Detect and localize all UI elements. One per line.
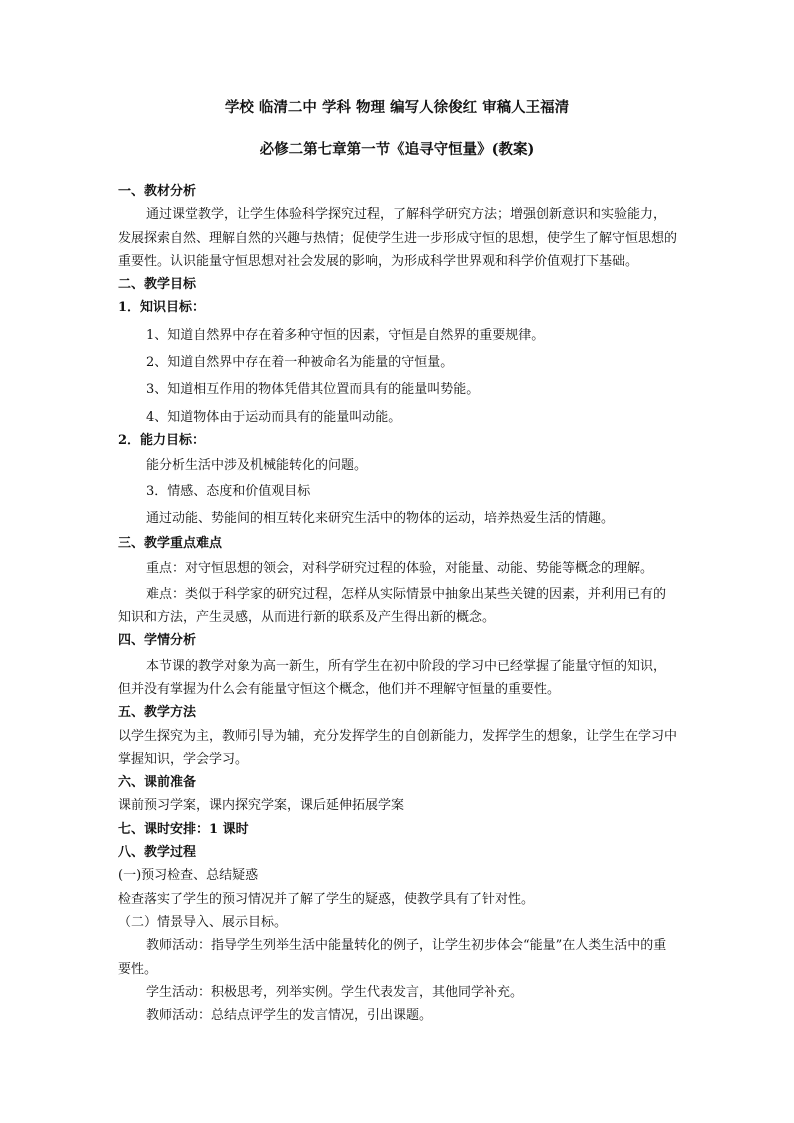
student-analysis-text: 本节课的教学对象为高一新生，所有学生在初中阶段的学习中已经掌握了能量守恒的知识，但并没有掌握为什么会有能量守恒这个概念，他们并不理解守恒量的重要性。	[118, 658, 667, 697]
document-title: 必修二第七章第一节《追寻守恒量》(教案)	[259, 141, 535, 158]
emotion-goal-text: 通过动能、势能间的相互转化来研究生活中的物体的运动，培养热爱生活的情趣。	[146, 510, 615, 526]
knowledge-goal-item: 2、知道自然界中存在着一种被命名为能量的守恒量。	[146, 355, 454, 371]
subtitle-ability-goals: 2．能力目标：	[118, 432, 206, 448]
section-title-teaching-method: 五、教学方法	[118, 705, 197, 721]
subtitle-emotion-goals: 3．情感、态度和价值观目标	[146, 483, 311, 499]
process-preview-text: 检查落实了学生的预习情况并了解了学生的疑惑，使教学具有了针对性。	[118, 891, 535, 907]
section-title-material-analysis: 一、教材分析	[118, 184, 197, 199]
section-title-key-points: 三、教学重点难点	[118, 536, 223, 552]
section-title-student-analysis: 四、学情分析	[118, 633, 197, 649]
teacher-activity-summary: 教师活动：总结点评学生的发言情况，引出课题。	[146, 1008, 433, 1024]
teacher-activity-text: 教师活动：指导学生列举生活中能量转化的例子，让学生初步体会“能量”在人类生活中的重要性。	[118, 938, 667, 977]
subtitle-knowledge-goals: 1．知识目标：	[118, 300, 206, 316]
header-info: 学校 临清二中 学科 物理 编写人徐俊红 审稿人王福清	[224, 99, 570, 116]
section-title-preparation: 六、课前准备	[118, 775, 197, 791]
teaching-method-text: 以学生探究为主，教师引导为辅，充分发挥学生的自创新能力，发挥学生的想象，让学生在学习中掌握知识，学会学习。	[118, 728, 678, 767]
process-subtitle-intro: （二）情景导入、展示目标。	[118, 914, 288, 930]
section-title-teaching-process: 八、教学过程	[118, 845, 197, 861]
ability-goal-text: 能分析生活中涉及机械能转化的问题。	[146, 458, 368, 474]
preparation-text: 课前预习学案，课内探究学案，课后延伸拓展学案	[118, 798, 405, 814]
knowledge-goal-item: 3、知道相互作用的物体凭借其位置而具有的能量叫势能。	[146, 382, 480, 398]
section-title-teaching-goals: 二、教学目标	[118, 277, 197, 293]
key-point-text: 重点：对守恒思想的领会，对科学研究过程的体验，对能量、动能、势能等概念的理解。	[146, 561, 654, 577]
section-title-schedule: 七、课时安排：1 课时	[118, 821, 249, 837]
difficulty-text: 难点：类似于科学家的研究过程，怎样从实际情景中抽象出某些关键的因素，并利用已有的知识和方法，产生灵感，从而进行新的联系及产生得出新的概念。	[118, 586, 667, 626]
knowledge-goal-item: 1、知道自然界中存在着多种守恒的因素，守恒是自然界的重要规律。	[146, 327, 545, 343]
process-subtitle-preview: (一)预习检查、总结疑惑	[118, 868, 259, 884]
knowledge-goal-item: 4、知道物体由于运动而具有的能量叫动能。	[146, 409, 402, 425]
material-analysis-text: 通过课堂教学，让学生体验科学探究过程，了解科学研究方法；增强创新意识和实验能力，发展探索自然、理解自然的兴趣与热情；促使学生进一步形成守恒的思想，使学生了解守恒思想的重要性。认识能量守恒思想对社会发展的影响，为形成科学世界观和科学价值观打下基础。	[118, 207, 678, 269]
student-activity-text: 学生活动：积极思考，列举实例。学生代表发言，其他同学补充。	[146, 984, 524, 1000]
document-body	[118, 180, 678, 1027]
